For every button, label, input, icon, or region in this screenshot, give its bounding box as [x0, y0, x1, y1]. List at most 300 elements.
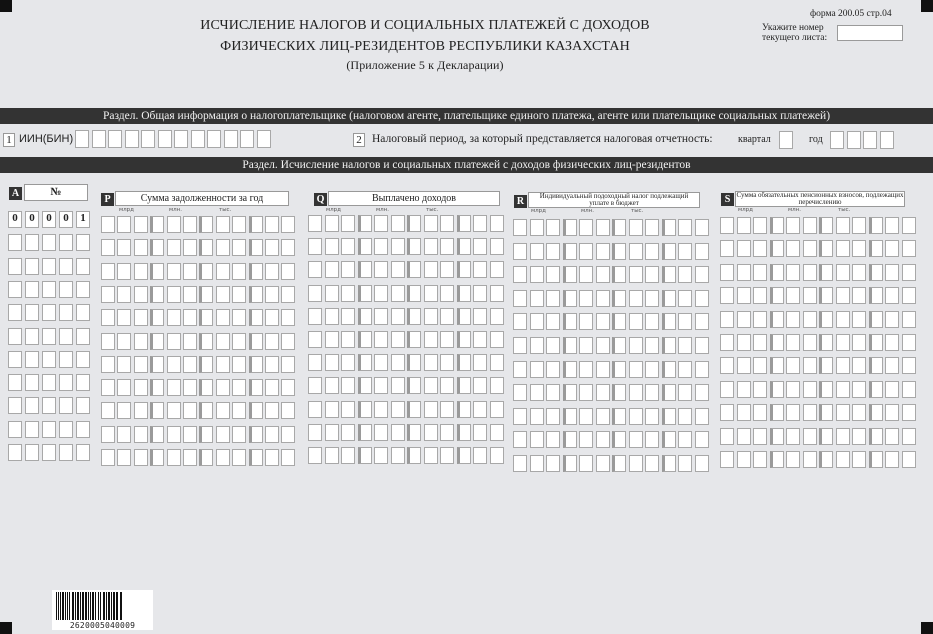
- column-r-digit-cell[interactable]: [662, 313, 676, 330]
- column-s-digit-cell[interactable]: [836, 357, 850, 374]
- column-r-digit-cell[interactable]: [546, 219, 560, 236]
- column-p-digit-cell[interactable]: [183, 286, 197, 303]
- column-r-digit-cell[interactable]: [645, 219, 659, 236]
- column-r-digit-cell[interactable]: [513, 408, 527, 425]
- column-r-digit-cell[interactable]: [579, 361, 593, 378]
- column-s-digit-cell[interactable]: [720, 264, 734, 281]
- column-q-digit-cell[interactable]: [341, 285, 355, 302]
- column-r-digit-cell[interactable]: [695, 455, 709, 472]
- column-p-digit-cell[interactable]: [232, 402, 246, 419]
- column-p-digit-cell[interactable]: [216, 216, 230, 233]
- column-q-digit-cell[interactable]: [374, 354, 388, 371]
- year-cell[interactable]: [863, 131, 877, 149]
- column-q-digit-cell[interactable]: [358, 377, 372, 394]
- column-p-digit-cell[interactable]: [134, 402, 148, 419]
- row-number-cell[interactable]: [25, 444, 39, 461]
- row-number-cell[interactable]: [76, 258, 90, 275]
- column-p-digit-cell[interactable]: [183, 263, 197, 280]
- column-s-digit-cell[interactable]: [770, 217, 784, 234]
- column-p-digit-cell[interactable]: [249, 286, 263, 303]
- row-number-cell[interactable]: [76, 281, 90, 298]
- column-s-digit-cell[interactable]: [770, 357, 784, 374]
- column-q-digit-cell[interactable]: [358, 285, 372, 302]
- column-r-digit-cell[interactable]: [612, 313, 626, 330]
- column-p-digit-cell[interactable]: [117, 309, 131, 326]
- row-number-cell[interactable]: [8, 421, 22, 438]
- column-p-digit-cell[interactable]: [183, 426, 197, 443]
- column-s-digit-cell[interactable]: [803, 428, 817, 445]
- column-p-digit-cell[interactable]: [150, 426, 164, 443]
- row-number-cell[interactable]: [8, 258, 22, 275]
- column-q-digit-cell[interactable]: [391, 354, 405, 371]
- column-q-digit-cell[interactable]: [358, 424, 372, 441]
- column-s-digit-cell[interactable]: [819, 240, 833, 257]
- column-q-digit-cell[interactable]: [325, 285, 339, 302]
- column-q-digit-cell[interactable]: [358, 401, 372, 418]
- column-s-digit-cell[interactable]: [786, 287, 800, 304]
- column-r-digit-cell[interactable]: [579, 219, 593, 236]
- column-s-digit-cell[interactable]: [803, 381, 817, 398]
- column-s-digit-cell[interactable]: [819, 451, 833, 468]
- column-q-digit-cell[interactable]: [341, 377, 355, 394]
- iin-cell[interactable]: [92, 130, 106, 148]
- column-q-digit-cell[interactable]: [407, 331, 421, 348]
- row-number-cell[interactable]: [42, 258, 56, 275]
- column-p-digit-cell[interactable]: [183, 216, 197, 233]
- row-number-cell[interactable]: [42, 397, 56, 414]
- column-r-digit-cell[interactable]: [530, 290, 544, 307]
- column-p-digit-cell[interactable]: [281, 356, 295, 373]
- column-q-digit-cell[interactable]: [424, 447, 438, 464]
- column-q-digit-cell[interactable]: [424, 331, 438, 348]
- column-p-digit-cell[interactable]: [117, 216, 131, 233]
- column-s-digit-cell[interactable]: [753, 451, 767, 468]
- column-p-digit-cell[interactable]: [216, 379, 230, 396]
- column-s-digit-cell[interactable]: [720, 287, 734, 304]
- column-r-digit-cell[interactable]: [612, 408, 626, 425]
- column-r-digit-cell[interactable]: [678, 431, 692, 448]
- column-q-digit-cell[interactable]: [341, 261, 355, 278]
- column-r-digit-cell[interactable]: [629, 219, 643, 236]
- column-s-digit-cell[interactable]: [753, 217, 767, 234]
- column-s-digit-cell[interactable]: [902, 240, 916, 257]
- row-number-cell[interactable]: [25, 374, 39, 391]
- column-s-digit-cell[interactable]: [819, 381, 833, 398]
- column-p-digit-cell[interactable]: [150, 333, 164, 350]
- column-p-digit-cell[interactable]: [150, 449, 164, 466]
- column-s-digit-cell[interactable]: [869, 451, 883, 468]
- column-q-digit-cell[interactable]: [308, 424, 322, 441]
- column-s-digit-cell[interactable]: [869, 264, 883, 281]
- column-s-digit-cell[interactable]: [902, 357, 916, 374]
- column-s-digit-cell[interactable]: [885, 357, 899, 374]
- column-q-digit-cell[interactable]: [424, 377, 438, 394]
- column-s-digit-cell[interactable]: [720, 217, 734, 234]
- row-number-cell[interactable]: [59, 234, 73, 251]
- column-p-digit-cell[interactable]: [265, 356, 279, 373]
- column-q-digit-cell[interactable]: [473, 331, 487, 348]
- column-r-digit-cell[interactable]: [579, 455, 593, 472]
- column-r-digit-cell[interactable]: [629, 337, 643, 354]
- column-s-digit-cell[interactable]: [836, 404, 850, 421]
- column-r-digit-cell[interactable]: [695, 219, 709, 236]
- column-r-digit-cell[interactable]: [563, 431, 577, 448]
- column-r-digit-cell[interactable]: [546, 313, 560, 330]
- column-s-digit-cell[interactable]: [852, 217, 866, 234]
- column-s-digit-cell[interactable]: [902, 287, 916, 304]
- column-p-digit-cell[interactable]: [101, 356, 115, 373]
- column-q-digit-cell[interactable]: [325, 331, 339, 348]
- column-q-digit-cell[interactable]: [374, 285, 388, 302]
- column-s-digit-cell[interactable]: [786, 240, 800, 257]
- row-number-cell[interactable]: [42, 234, 56, 251]
- column-s-digit-cell[interactable]: [770, 311, 784, 328]
- column-r-digit-cell[interactable]: [695, 290, 709, 307]
- column-r-digit-cell[interactable]: [563, 337, 577, 354]
- column-s-digit-cell[interactable]: [786, 334, 800, 351]
- column-p-digit-cell[interactable]: [183, 309, 197, 326]
- column-r-digit-cell[interactable]: [579, 384, 593, 401]
- column-q-digit-cell[interactable]: [341, 447, 355, 464]
- column-s-digit-cell[interactable]: [902, 264, 916, 281]
- column-p-digit-cell[interactable]: [101, 286, 115, 303]
- row-number-cell[interactable]: [25, 351, 39, 368]
- column-s-digit-cell[interactable]: [836, 381, 850, 398]
- column-q-digit-cell[interactable]: [490, 424, 504, 441]
- column-p-digit-cell[interactable]: [265, 449, 279, 466]
- column-p-digit-cell[interactable]: [249, 379, 263, 396]
- column-s-digit-cell[interactable]: [737, 264, 751, 281]
- row-number-cell[interactable]: [59, 281, 73, 298]
- column-p-digit-cell[interactable]: [249, 309, 263, 326]
- column-q-digit-cell[interactable]: [325, 261, 339, 278]
- row-number-cell[interactable]: [25, 258, 39, 275]
- column-s-digit-cell[interactable]: [753, 381, 767, 398]
- column-r-digit-cell[interactable]: [530, 243, 544, 260]
- column-p-digit-cell[interactable]: [232, 426, 246, 443]
- column-q-digit-cell[interactable]: [358, 308, 372, 325]
- column-s-digit-cell[interactable]: [869, 334, 883, 351]
- column-q-digit-cell[interactable]: [391, 447, 405, 464]
- column-s-digit-cell[interactable]: [819, 264, 833, 281]
- column-q-digit-cell[interactable]: [407, 401, 421, 418]
- column-r-digit-cell[interactable]: [645, 384, 659, 401]
- column-s-digit-cell[interactable]: [737, 381, 751, 398]
- column-p-digit-cell[interactable]: [232, 309, 246, 326]
- row-number-cell[interactable]: [25, 281, 39, 298]
- column-s-digit-cell[interactable]: [803, 404, 817, 421]
- column-r-digit-cell[interactable]: [612, 290, 626, 307]
- column-q-digit-cell[interactable]: [424, 215, 438, 232]
- column-q-digit-cell[interactable]: [325, 377, 339, 394]
- column-p-digit-cell[interactable]: [249, 449, 263, 466]
- column-r-digit-cell[interactable]: [563, 384, 577, 401]
- row-number-cell[interactable]: [25, 328, 39, 345]
- column-s-digit-cell[interactable]: [885, 451, 899, 468]
- column-q-digit-cell[interactable]: [457, 354, 471, 371]
- column-q-digit-cell[interactable]: [374, 331, 388, 348]
- column-r-digit-cell[interactable]: [513, 455, 527, 472]
- iin-cell[interactable]: [240, 130, 254, 148]
- row-number-cell[interactable]: [59, 258, 73, 275]
- column-p-digit-cell[interactable]: [281, 286, 295, 303]
- column-r-digit-cell[interactable]: [645, 337, 659, 354]
- column-s-digit-cell[interactable]: [852, 451, 866, 468]
- column-s-digit-cell[interactable]: [852, 357, 866, 374]
- column-q-digit-cell[interactable]: [374, 238, 388, 255]
- column-r-digit-cell[interactable]: [629, 455, 643, 472]
- column-r-digit-cell[interactable]: [530, 384, 544, 401]
- column-s-digit-cell[interactable]: [770, 334, 784, 351]
- column-r-digit-cell[interactable]: [546, 455, 560, 472]
- column-r-digit-cell[interactable]: [596, 243, 610, 260]
- column-r-digit-cell[interactable]: [530, 266, 544, 283]
- column-s-digit-cell[interactable]: [852, 334, 866, 351]
- column-r-digit-cell[interactable]: [662, 431, 676, 448]
- column-q-digit-cell[interactable]: [308, 331, 322, 348]
- column-r-digit-cell[interactable]: [662, 337, 676, 354]
- column-p-digit-cell[interactable]: [117, 356, 131, 373]
- column-s-digit-cell[interactable]: [786, 451, 800, 468]
- column-s-digit-cell[interactable]: [803, 311, 817, 328]
- column-p-digit-cell[interactable]: [183, 402, 197, 419]
- column-s-digit-cell[interactable]: [770, 381, 784, 398]
- column-r-digit-cell[interactable]: [612, 266, 626, 283]
- column-r-digit-cell[interactable]: [513, 431, 527, 448]
- column-p-digit-cell[interactable]: [117, 426, 131, 443]
- column-s-digit-cell[interactable]: [737, 287, 751, 304]
- column-q-digit-cell[interactable]: [374, 424, 388, 441]
- column-s-digit-cell[interactable]: [885, 217, 899, 234]
- column-p-digit-cell[interactable]: [183, 379, 197, 396]
- column-r-digit-cell[interactable]: [662, 384, 676, 401]
- column-p-digit-cell[interactable]: [232, 356, 246, 373]
- row-number-cell[interactable]: [59, 328, 73, 345]
- column-r-digit-cell[interactable]: [596, 431, 610, 448]
- column-r-digit-cell[interactable]: [530, 408, 544, 425]
- column-s-digit-cell[interactable]: [869, 357, 883, 374]
- column-s-digit-cell[interactable]: [786, 381, 800, 398]
- column-s-digit-cell[interactable]: [770, 451, 784, 468]
- column-q-digit-cell[interactable]: [308, 447, 322, 464]
- column-s-digit-cell[interactable]: [803, 240, 817, 257]
- column-p-digit-cell[interactable]: [117, 263, 131, 280]
- column-r-digit-cell[interactable]: [629, 361, 643, 378]
- column-q-digit-cell[interactable]: [341, 331, 355, 348]
- column-p-digit-cell[interactable]: [117, 333, 131, 350]
- column-s-digit-cell[interactable]: [885, 264, 899, 281]
- column-r-digit-cell[interactable]: [513, 219, 527, 236]
- column-p-digit-cell[interactable]: [199, 333, 213, 350]
- column-q-digit-cell[interactable]: [358, 215, 372, 232]
- row-number-cell[interactable]: [42, 421, 56, 438]
- column-r-digit-cell[interactable]: [596, 361, 610, 378]
- column-q-digit-cell[interactable]: [440, 308, 454, 325]
- column-q-digit-cell[interactable]: [308, 261, 322, 278]
- column-r-digit-cell[interactable]: [563, 266, 577, 283]
- column-q-digit-cell[interactable]: [490, 261, 504, 278]
- row-number-cell[interactable]: [42, 351, 56, 368]
- column-p-digit-cell[interactable]: [249, 402, 263, 419]
- column-s-digit-cell[interactable]: [803, 357, 817, 374]
- column-r-digit-cell[interactable]: [530, 337, 544, 354]
- column-p-digit-cell[interactable]: [167, 449, 181, 466]
- row-number-cell[interactable]: 0: [8, 211, 22, 228]
- column-r-digit-cell[interactable]: [695, 266, 709, 283]
- column-s-digit-cell[interactable]: [852, 404, 866, 421]
- column-r-digit-cell[interactable]: [612, 384, 626, 401]
- row-number-cell[interactable]: [76, 351, 90, 368]
- iin-cell[interactable]: [158, 130, 172, 148]
- column-r-digit-cell[interactable]: [629, 408, 643, 425]
- column-q-digit-cell[interactable]: [308, 215, 322, 232]
- column-p-digit-cell[interactable]: [167, 216, 181, 233]
- column-r-digit-cell[interactable]: [596, 455, 610, 472]
- column-s-digit-cell[interactable]: [720, 428, 734, 445]
- column-q-digit-cell[interactable]: [457, 215, 471, 232]
- column-p-digit-cell[interactable]: [232, 239, 246, 256]
- column-q-digit-cell[interactable]: [473, 401, 487, 418]
- column-q-digit-cell[interactable]: [473, 354, 487, 371]
- column-s-digit-cell[interactable]: [819, 311, 833, 328]
- column-p-digit-cell[interactable]: [232, 449, 246, 466]
- column-q-digit-cell[interactable]: [374, 215, 388, 232]
- row-number-cell[interactable]: [76, 397, 90, 414]
- column-r-digit-cell[interactable]: [662, 290, 676, 307]
- column-r-digit-cell[interactable]: [563, 455, 577, 472]
- column-p-digit-cell[interactable]: [216, 402, 230, 419]
- column-q-digit-cell[interactable]: [490, 401, 504, 418]
- column-p-digit-cell[interactable]: [216, 426, 230, 443]
- column-s-digit-cell[interactable]: [885, 381, 899, 398]
- column-q-digit-cell[interactable]: [457, 331, 471, 348]
- row-number-cell[interactable]: [59, 397, 73, 414]
- column-q-digit-cell[interactable]: [440, 215, 454, 232]
- column-s-digit-cell[interactable]: [902, 451, 916, 468]
- column-r-digit-cell[interactable]: [678, 384, 692, 401]
- column-s-digit-cell[interactable]: [737, 334, 751, 351]
- row-number-cell[interactable]: 0: [25, 211, 39, 228]
- column-p-digit-cell[interactable]: [232, 216, 246, 233]
- column-p-digit-cell[interactable]: [265, 309, 279, 326]
- column-p-digit-cell[interactable]: [199, 309, 213, 326]
- column-q-digit-cell[interactable]: [440, 354, 454, 371]
- column-p-digit-cell[interactable]: [167, 379, 181, 396]
- column-q-digit-cell[interactable]: [325, 447, 339, 464]
- column-q-digit-cell[interactable]: [308, 401, 322, 418]
- column-q-digit-cell[interactable]: [374, 261, 388, 278]
- row-number-cell[interactable]: [8, 374, 22, 391]
- quarter-input[interactable]: [779, 131, 793, 149]
- column-r-digit-cell[interactable]: [645, 455, 659, 472]
- column-r-digit-cell[interactable]: [645, 290, 659, 307]
- column-s-digit-cell[interactable]: [753, 334, 767, 351]
- column-p-digit-cell[interactable]: [281, 449, 295, 466]
- column-p-digit-cell[interactable]: [101, 333, 115, 350]
- column-r-digit-cell[interactable]: [546, 266, 560, 283]
- column-s-digit-cell[interactable]: [836, 264, 850, 281]
- column-p-digit-cell[interactable]: [199, 239, 213, 256]
- column-q-digit-cell[interactable]: [341, 401, 355, 418]
- column-p-digit-cell[interactable]: [281, 216, 295, 233]
- column-p-digit-cell[interactable]: [183, 333, 197, 350]
- column-r-digit-cell[interactable]: [579, 408, 593, 425]
- column-s-digit-cell[interactable]: [753, 357, 767, 374]
- column-s-digit-cell[interactable]: [836, 451, 850, 468]
- column-q-digit-cell[interactable]: [473, 285, 487, 302]
- column-r-digit-cell[interactable]: [662, 455, 676, 472]
- column-s-digit-cell[interactable]: [770, 404, 784, 421]
- row-number-cell[interactable]: [42, 304, 56, 321]
- iin-cell[interactable]: [207, 130, 221, 148]
- column-s-digit-cell[interactable]: [836, 217, 850, 234]
- column-r-digit-cell[interactable]: [662, 266, 676, 283]
- column-r-digit-cell[interactable]: [546, 290, 560, 307]
- column-p-digit-cell[interactable]: [134, 426, 148, 443]
- row-number-cell[interactable]: 1: [76, 211, 90, 228]
- column-r-digit-cell[interactable]: [629, 243, 643, 260]
- column-r-digit-cell[interactable]: [612, 455, 626, 472]
- column-p-digit-cell[interactable]: [134, 286, 148, 303]
- row-number-cell[interactable]: [8, 234, 22, 251]
- column-p-digit-cell[interactable]: [167, 239, 181, 256]
- column-p-digit-cell[interactable]: [265, 263, 279, 280]
- column-s-digit-cell[interactable]: [885, 334, 899, 351]
- column-r-digit-cell[interactable]: [513, 313, 527, 330]
- column-q-digit-cell[interactable]: [407, 377, 421, 394]
- column-q-digit-cell[interactable]: [407, 354, 421, 371]
- column-q-digit-cell[interactable]: [490, 331, 504, 348]
- column-q-digit-cell[interactable]: [374, 401, 388, 418]
- column-q-digit-cell[interactable]: [457, 261, 471, 278]
- column-s-digit-cell[interactable]: [869, 240, 883, 257]
- column-r-digit-cell[interactable]: [645, 408, 659, 425]
- column-s-digit-cell[interactable]: [770, 287, 784, 304]
- column-s-digit-cell[interactable]: [819, 217, 833, 234]
- column-p-digit-cell[interactable]: [216, 333, 230, 350]
- column-r-digit-cell[interactable]: [695, 384, 709, 401]
- column-q-digit-cell[interactable]: [440, 238, 454, 255]
- column-p-digit-cell[interactable]: [216, 449, 230, 466]
- column-p-digit-cell[interactable]: [216, 356, 230, 373]
- column-s-digit-cell[interactable]: [869, 404, 883, 421]
- column-p-digit-cell[interactable]: [216, 309, 230, 326]
- column-q-digit-cell[interactable]: [391, 285, 405, 302]
- column-s-digit-cell[interactable]: [852, 287, 866, 304]
- column-q-digit-cell[interactable]: [341, 354, 355, 371]
- column-s-digit-cell[interactable]: [737, 357, 751, 374]
- column-p-digit-cell[interactable]: [150, 379, 164, 396]
- column-s-digit-cell[interactable]: [786, 428, 800, 445]
- column-r-digit-cell[interactable]: [513, 290, 527, 307]
- column-s-digit-cell[interactable]: [753, 311, 767, 328]
- column-q-digit-cell[interactable]: [457, 447, 471, 464]
- column-r-digit-cell[interactable]: [530, 219, 544, 236]
- column-q-digit-cell[interactable]: [341, 424, 355, 441]
- column-s-digit-cell[interactable]: [902, 311, 916, 328]
- column-p-digit-cell[interactable]: [199, 379, 213, 396]
- column-p-digit-cell[interactable]: [265, 402, 279, 419]
- column-q-digit-cell[interactable]: [424, 238, 438, 255]
- column-q-digit-cell[interactable]: [407, 285, 421, 302]
- column-p-digit-cell[interactable]: [216, 263, 230, 280]
- column-s-digit-cell[interactable]: [720, 334, 734, 351]
- row-number-cell[interactable]: [76, 421, 90, 438]
- column-p-digit-cell[interactable]: [281, 426, 295, 443]
- row-number-cell[interactable]: [76, 234, 90, 251]
- column-s-digit-cell[interactable]: [720, 381, 734, 398]
- column-r-digit-cell[interactable]: [546, 361, 560, 378]
